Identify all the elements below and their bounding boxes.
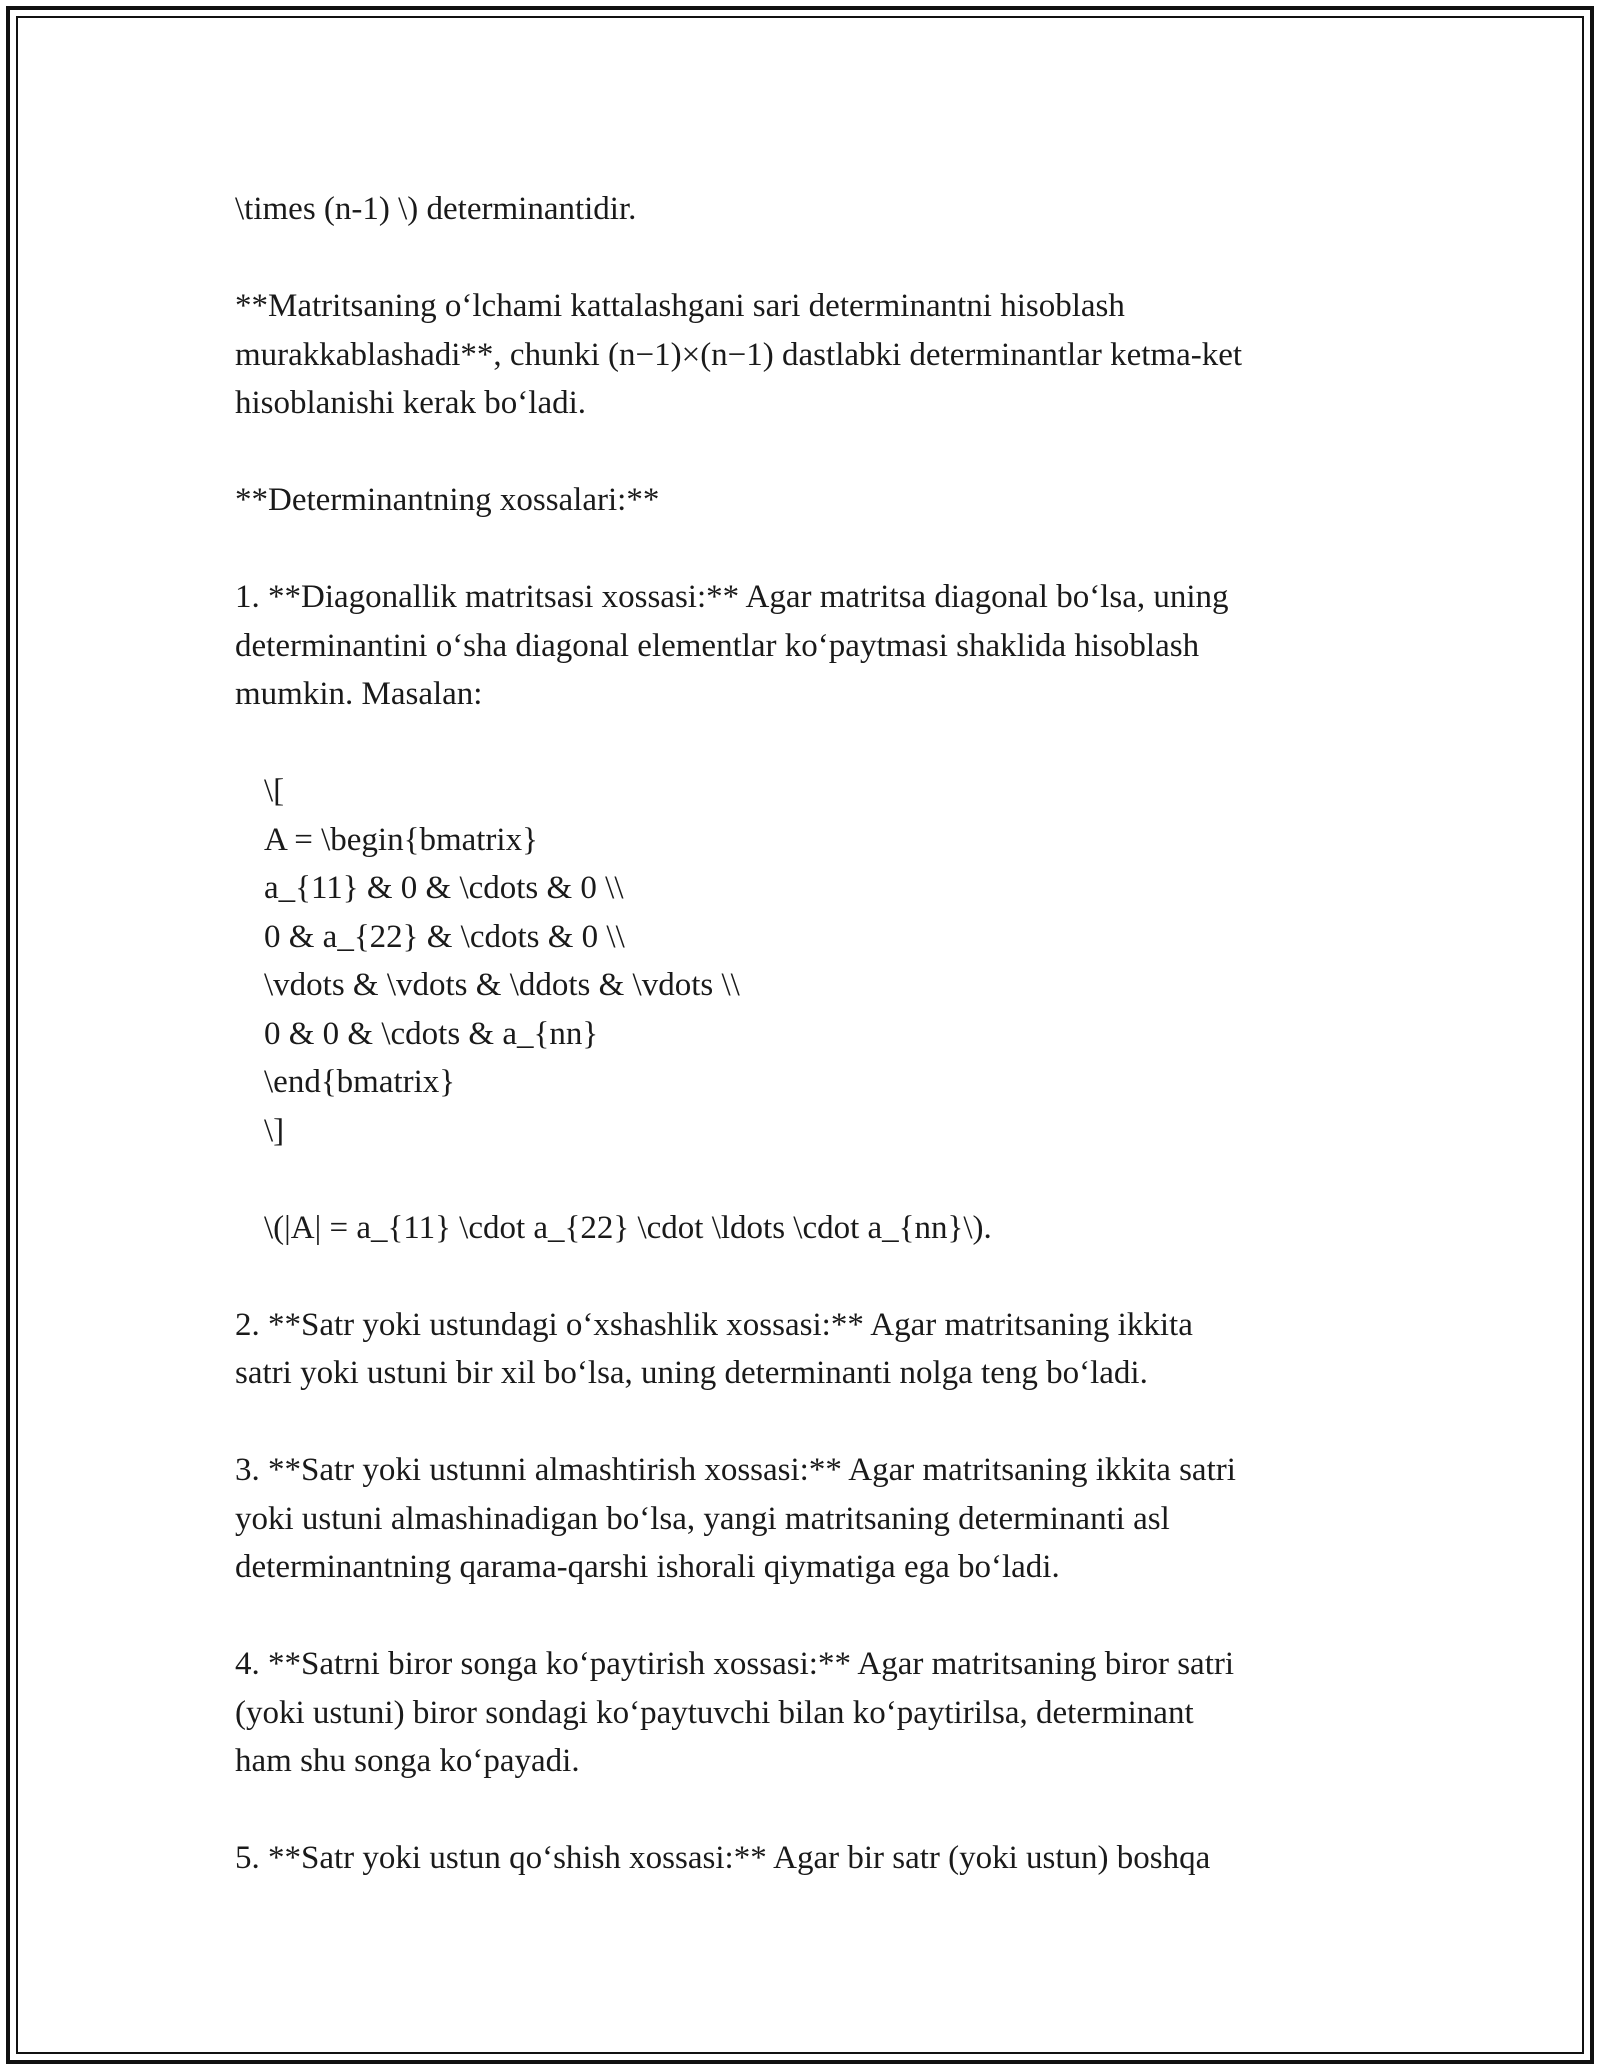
intro-line bbox=[235, 185, 1385, 234]
text-line: **Matritsaning o‘lchami kattalashgani sari determinantni hisoblash bbox=[235, 288, 1125, 324]
property-2-paragraph bbox=[235, 1301, 1385, 1398]
text-line: 5. **Satr yoki ustun qo‘shish xossasi:** Agar bir satr (yoki ustun) boshqa bbox=[235, 1840, 1211, 1876]
latex-line: \] bbox=[264, 1112, 285, 1149]
complexity-paragraph bbox=[235, 282, 1385, 428]
determinant-formula: \(|A| = a_{11} \cdot a_{22} \cdot \ldots \cdot a_{nn}\). bbox=[264, 1209, 992, 1246]
latex-line: 0 & 0 & \cdots & a_{nn} bbox=[264, 1015, 599, 1052]
text-line: mumkin. Masalan: bbox=[235, 676, 483, 712]
document-page bbox=[235, 185, 1385, 1931]
text-line: ham shu songa ko‘payadi. bbox=[235, 1743, 580, 1779]
property-1-paragraph bbox=[235, 573, 1385, 719]
text-line: \times (n-1) \) determinantidir. bbox=[235, 191, 637, 227]
property-3-paragraph bbox=[235, 1446, 1385, 1592]
latex-line: A = \begin{bmatrix} bbox=[264, 821, 538, 858]
text-line: murakkablashadi**, chunki (n−1)×(n−1) dastlabki determinantlar ketma-ket bbox=[235, 336, 1243, 373]
latex-line: \[ bbox=[264, 773, 285, 809]
text-line: 2. **Satr yoki ustundagi o‘xshashlik xossasi:** Agar matritsaning ikkita bbox=[235, 1306, 1193, 1343]
text-line: hisoblanishi kerak bo‘ladi. bbox=[235, 385, 587, 421]
text-line: satri yoki ustuni bir xil bo‘lsa, uning determinanti nolga teng bo‘ladi. bbox=[235, 1355, 1148, 1391]
text-line: **Determinantning xossalari:** bbox=[235, 482, 660, 518]
latex-line: 0 & a_{22} & \cdots & 0 \\ bbox=[264, 918, 625, 955]
property-5-paragraph bbox=[235, 1834, 1385, 1883]
property-4-paragraph bbox=[235, 1640, 1385, 1786]
text-line: determinantini o‘sha diagonal elementlar ko‘paytmasi shaklida hisoblash bbox=[235, 627, 1200, 664]
latex-line: a_{11} & 0 & \cdots & 0 \\ bbox=[264, 870, 624, 906]
text-line: determinantning qarama-qarshi ishorali qiymatiga ega bo‘ladi. bbox=[235, 1549, 1060, 1585]
latex-line: \vdots & \vdots & \ddots & \vdots \\ bbox=[264, 967, 740, 1003]
text-line: 3. **Satr yoki ustunni almashtirish xossasi:** Agar matritsaning ikkita satri bbox=[235, 1452, 1236, 1488]
text-line: 1. **Diagonallik matritsasi xossasi:** Agar matritsa diagonal bo‘lsa, uning bbox=[235, 579, 1229, 615]
text-line: (yoki ustuni) biror sondagi ko‘paytuvchi bilan ko‘paytirilsa, determinant bbox=[235, 1694, 1194, 1731]
latex-line: \end{bmatrix} bbox=[264, 1064, 456, 1100]
properties-heading bbox=[235, 476, 1385, 525]
text-line: 4. **Satrni biror songa ko‘paytirish xossasi:** Agar matritsaning biror satri bbox=[235, 1646, 1235, 1682]
text-line: yoki ustuni almashinadigan bo‘lsa, yangi matritsaning determinanti asl bbox=[235, 1500, 1170, 1537]
matrix-latex-block bbox=[235, 767, 1385, 1155]
